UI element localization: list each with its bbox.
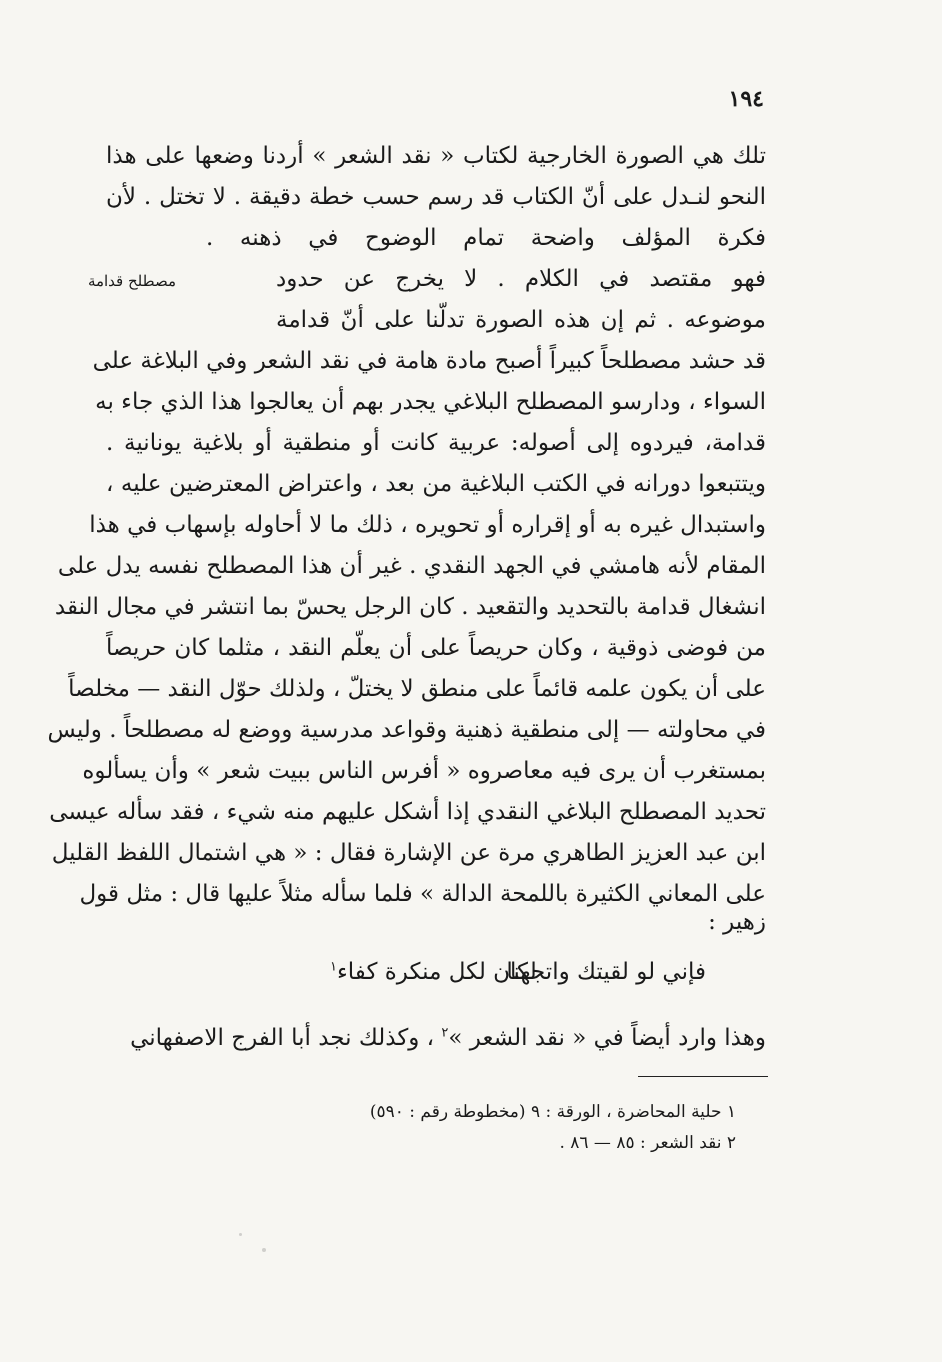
verse-second-hemistich-text: لكان لكل منكرة كفاء — [336, 959, 537, 985]
body-line: تلك هي الصورة الخارجية لكتاب « نقد الشعر » أردنا وضعها على هذا — [106, 143, 766, 169]
verse-second-hemistich — [330, 956, 537, 988]
footnote-divider — [638, 1076, 768, 1077]
body-line: قدامة، فيردوه إلى أصوله: عربية كانت أو منطقية أو بلاغية يونانية . — [106, 430, 766, 456]
body-line: قد حشد مصطلحاً كبيراً أصبح مادة هامة في نقد الشعر وفي البلاغة على — [92, 348, 766, 374]
footnote: ٢ نقد الشعر : ٨٥ — ٨٦ . — [559, 1133, 736, 1153]
body-line: واستبدال غيره به أو إقراره أو تحويره ، ذلك ما لا أحاوله بإسهاب في هذا — [89, 512, 766, 538]
body-line: انشغال قدامة بالتحديد والتقعيد . كان الرجل يحسّ بما انتشر في مجال النقد — [54, 594, 766, 620]
scan-speck — [262, 1248, 266, 1252]
body-line: المقام لأنه هامشي في الجهد النقدي . غير أن هذا المصطلح نفسه يدل على — [57, 553, 766, 579]
body-line: على أن يكون علمه قائماً على منطق لا يختلّ ، ولذلك حوّل النقد — مخلصاً — [68, 676, 766, 702]
body-line: موضوعه . ثم إن هذه الصورة تدلّنا على أنّ قدامة — [276, 307, 766, 333]
body-line: النحو لنـدل على أنّ الكتاب قد رسم حسب خطة دقيقة . لا تختل . لأن — [106, 184, 766, 210]
closing-line-text-after: ، وكذلك نجد أبا الفرج الاصفهاني — [130, 1025, 435, 1051]
closing-line — [130, 1022, 766, 1054]
margin-note: مصطلح قدامة — [87, 272, 176, 290]
body-line: من فوضى ذوقية ، وكان حريصاً على أن يعلّم النقد ، مثلما كان حريصاً — [106, 635, 766, 661]
footnote: ١ حلية المحاضرة ، الورقة : ٩ (مخطوطة رقم : ٥٩٠) — [369, 1102, 736, 1122]
body-line: تحديد المصطلح البلاغي النقدي إذا أشكل عليهم منه شيء ، فقد سأله عيسى — [49, 799, 766, 825]
scan-speck — [239, 1233, 242, 1236]
body-line: بمستغرب أن يرى فيه معاصروه « أفرس الناس ببيت شعر » وأن يسألوه — [82, 758, 766, 784]
body-line: زهير : — [708, 909, 766, 935]
body-line: فكرة المؤلف واضحة تمام الوضوح في ذهنه . — [206, 225, 766, 251]
page-number: ١٩٤ — [728, 86, 764, 112]
footnote-marker: ٢ — [441, 1025, 449, 1041]
footnote-marker: ١ — [330, 959, 337, 975]
verse-first-hemistich-text: فإني لو لقيتك واتجهنا — [506, 959, 706, 985]
closing-line-text-before: وهذا وارد أيضاً في « نقد الشعر » — [448, 1025, 766, 1051]
body-line: فهو مقتصد في الكلام . لا يخرج عن حدود — [276, 266, 766, 292]
body-line: ويتتبعوا دورانه في الكتب البلاغية من بعد ، واعتراض المعترضين عليه ، — [106, 471, 766, 497]
body-line: السواء ، ودارسو المصطلح البلاغي يجدر بهم أن يعالجوا هذا الذي جاء به — [95, 389, 766, 415]
body-line: على المعاني الكثيرة باللمحة الدالة » فلما سأله مثلاً عليها قال : مثل قول — [79, 881, 766, 907]
body-line: ابن عبد العزيز الطاهري مرة عن الإشارة فقال : « هي اشتمال اللفظ القليل — [51, 840, 766, 866]
body-line: في محاولته — إلى منطقية ذهنية وقواعد مدرسية ووضع له مصطلحاً . وليس — [47, 717, 766, 743]
